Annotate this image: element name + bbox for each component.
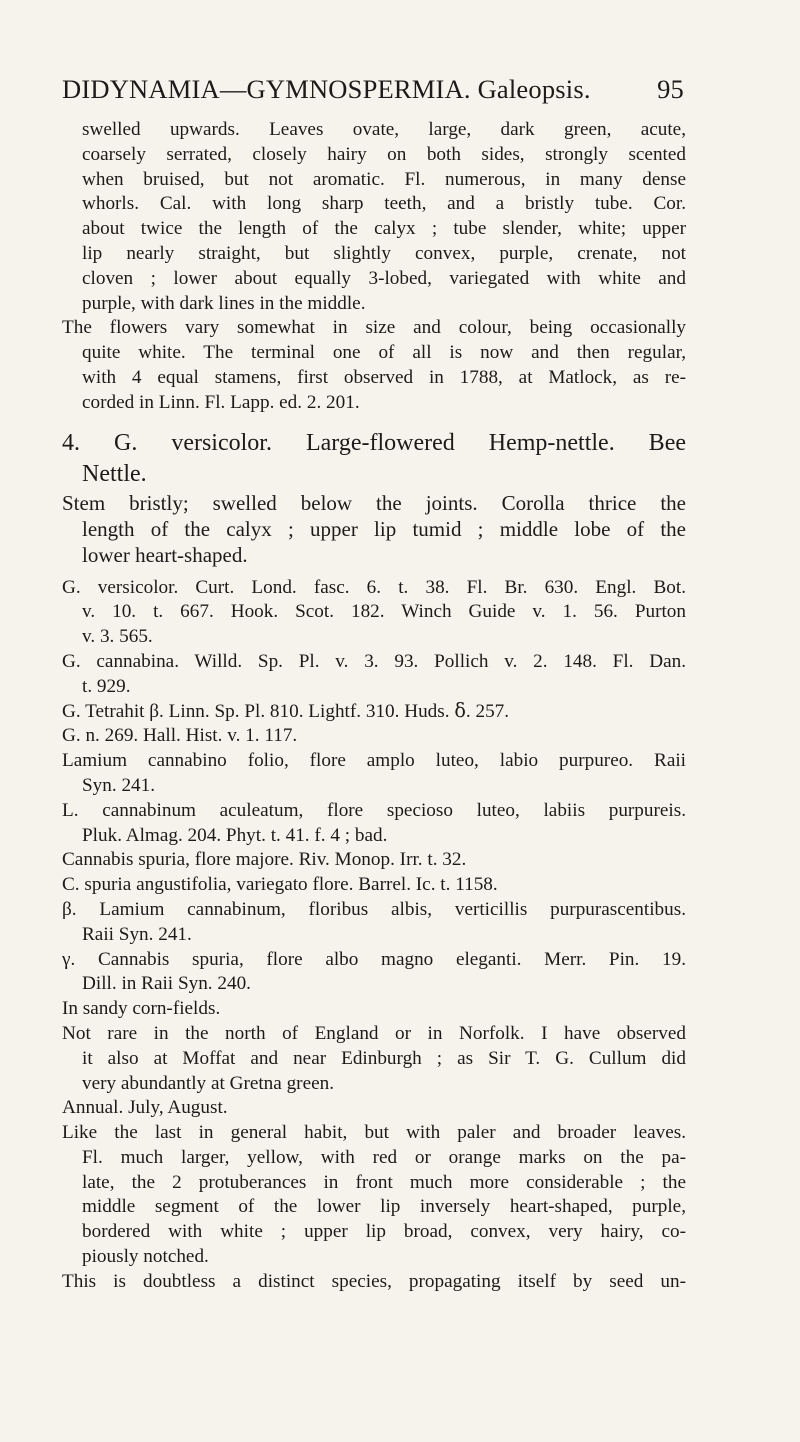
description-line: bordered with white ; upper lip broad, convex, very hairy, co-	[82, 1221, 686, 1243]
habitat-line: In sandy corn-fields.	[62, 998, 221, 1020]
section-gap	[62, 568, 686, 576]
species-heading-cont: Nettle.	[82, 460, 147, 487]
page-number: 95	[657, 74, 684, 104]
running-head-title: DIDYNAMIA—GYMNOSPERMIA. Galeopsis.	[62, 74, 591, 104]
locality-line: very abundantly at Gretna green.	[82, 1072, 334, 1094]
text-line: whorls. Cal. with long sharp teeth, and a bristly tube. Cor.	[82, 193, 686, 215]
description-line: Fl. much larger, yellow, with red or orange marks on the pa-	[82, 1146, 686, 1168]
synonym-line: Syn. 241.	[82, 774, 156, 796]
body-text	[62, 118, 686, 1295]
variety-line: Raii Syn. 241.	[82, 923, 192, 945]
variety-line: Dill. in Raii Syn. 240.	[82, 973, 251, 995]
text-line: swelled upwards. Leaves ovate, large, dark green, acute,	[82, 119, 686, 140]
synonym-line: Cannabis spuria, flore majore. Riv. Monop. Irr. t. 32.	[62, 849, 467, 871]
locality-line: it also at Moffat and near Edinburgh ; as Sir T. G. Cullum did	[82, 1047, 686, 1069]
diagnosis-line: Stem bristly; swelled below the joints. Corolla thrice the	[62, 490, 686, 515]
variety-line: β. Lamium cannabinum, floribus albis, verticillis purpurascentibus.	[62, 898, 686, 920]
text-line: coarsely serrated, closely hairy on both sides, strongly scented	[82, 143, 686, 165]
synonym-line: v. 10. t. 667. Hook. Scot. 182. Winch Guide v. 1. 56. Purton	[82, 601, 686, 623]
synonym-line: G. n. 269. Hall. Hist. v. 1. 117.	[62, 725, 298, 747]
synonym-line: t. 929.	[82, 675, 131, 697]
duration-line: Annual. July, August.	[62, 1097, 228, 1119]
synonym-line: Lamium cannabino folio, flore amplo luteo, labio purpureo. Raii	[62, 750, 686, 772]
synonym-line: G. versicolor. Curt. Lond. fasc. 6. t. 38. Fl. Br. 630. Engl. Bot.	[62, 576, 686, 598]
text-line: The flowers vary somewhat in size and colour, being occasionally	[62, 317, 686, 339]
diagnosis-line: length of the calyx ; upper lip tumid ; middle lobe of the	[82, 516, 686, 541]
description-line: This is doubtless a distinct species, propagating itself by seed un-	[62, 1270, 686, 1292]
synonym-line: G. cannabina. Willd. Sp. Pl. v. 3. 93. Pollich v. 2. 148. Fl. Dan.	[62, 650, 686, 672]
text-line: when bruised, but not aromatic. Fl. numerous, in many dense	[82, 168, 686, 190]
synonym-line: C. spuria angustifolia, variegato flore. Barrel. Ic. t. 1158.	[62, 874, 498, 896]
text-line: with 4 equal stamens, first observed in 1788, at Matlock, as re-	[82, 366, 686, 388]
synonym-line: Pluk. Almag. 204. Phyt. t. 41. f. 4 ; bad.	[82, 824, 388, 846]
diagnosis-line: lower heart-shaped.	[82, 542, 248, 567]
synonym-line: v. 3. 565.	[82, 626, 153, 648]
running-head	[62, 74, 684, 105]
text-line: corded in Linn. Fl. Lapp. ed. 2. 201.	[82, 391, 360, 413]
description-line: late, the 2 protuberances in front much more considerable ; the	[82, 1171, 686, 1193]
text-line: purple, with dark lines in the middle.	[82, 292, 366, 314]
text-line: lip nearly straight, but slightly convex, purple, crenate, not	[82, 242, 686, 264]
description-line: piously notched.	[82, 1246, 209, 1268]
synonym-line: L. cannabinum aculeatum, flore specioso luteo, labiis purpureis.	[62, 799, 686, 821]
locality-line: Not rare in the north of England or in Norfolk. I have observed	[62, 1022, 686, 1044]
description-line: Like the last in general habit, but with paler and broader leaves.	[62, 1122, 686, 1144]
text-line: about twice the length of the calyx ; tube slender, white; upper	[82, 218, 686, 240]
section-gap	[62, 416, 686, 428]
synonym-line: G. Tetrahit β. Linn. Sp. Pl. 810. Lightf. 310. Huds. ẟ. 257.	[62, 700, 510, 722]
text-line: cloven ; lower about equally 3-lobed, variegated with white and	[82, 267, 686, 289]
text-line: quite white. The terminal one of all is now and then regular,	[82, 342, 686, 364]
description-line: middle segment of the lower lip inversely heart-shaped, purple,	[82, 1196, 686, 1218]
variety-line: γ. Cannabis spuria, flore albo magno eleganti. Merr. Pin. 19.	[62, 948, 686, 970]
species-heading: 4. G. versicolor. Large-flowered Hemp-nettle. Bee	[62, 429, 686, 456]
